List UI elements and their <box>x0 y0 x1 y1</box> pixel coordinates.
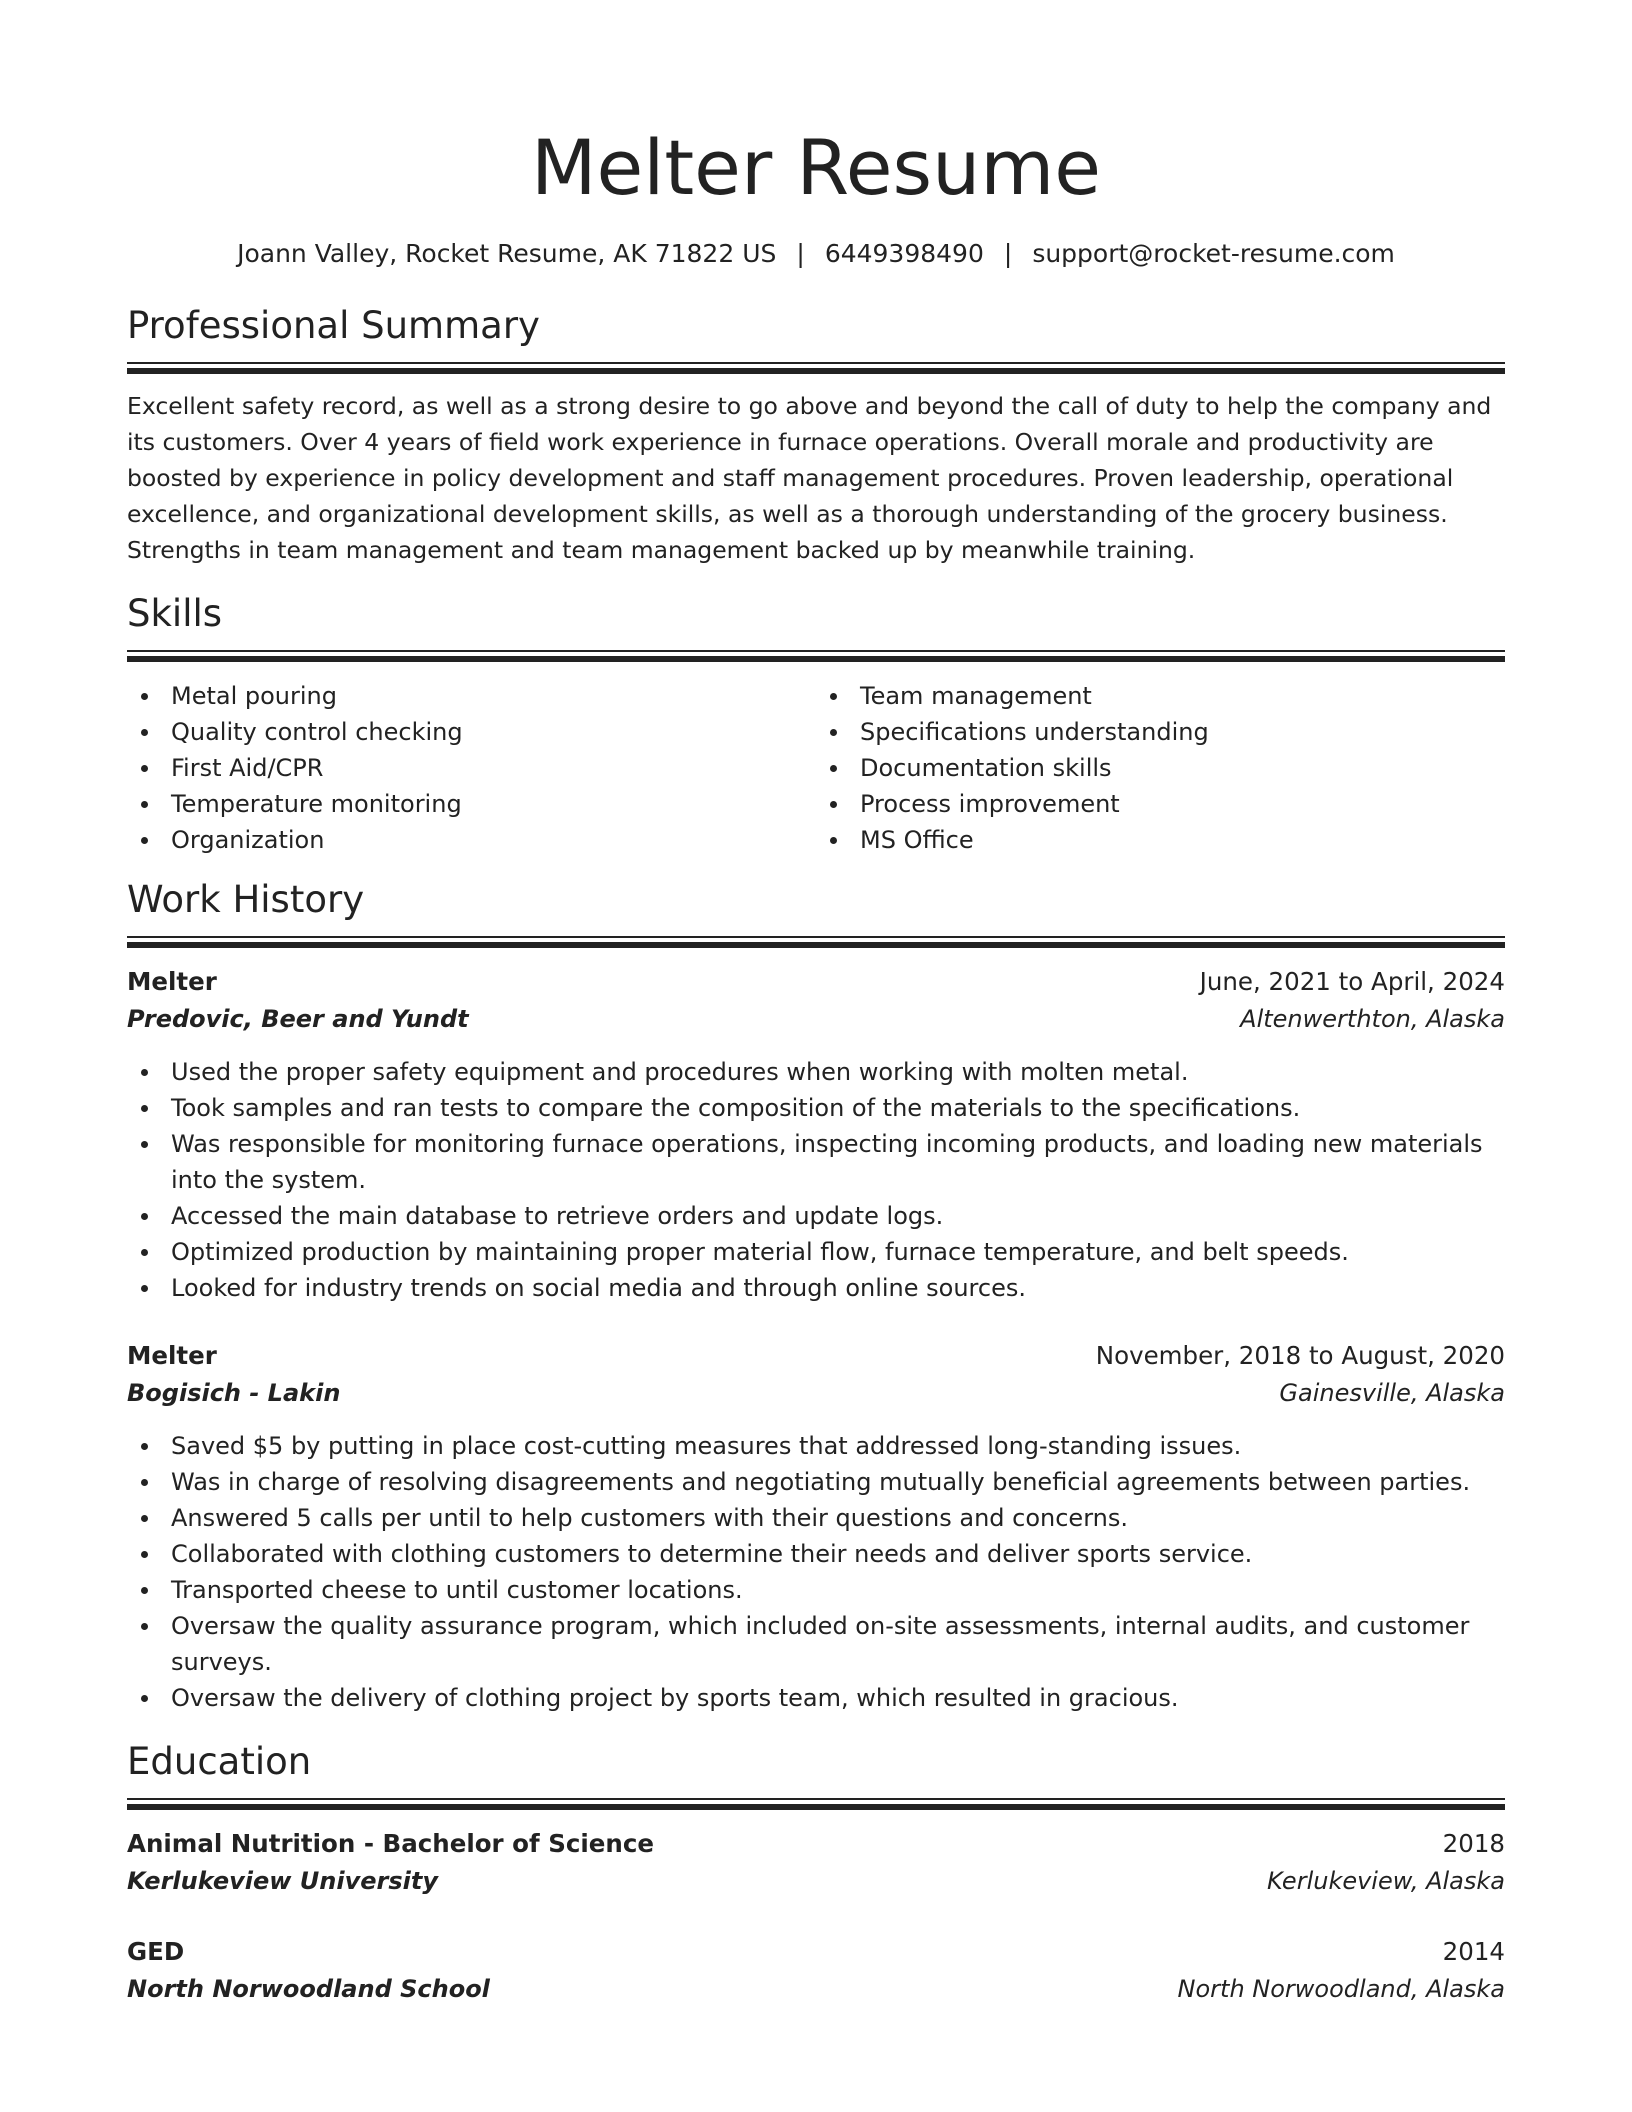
skill-item: MS Office <box>816 822 1505 858</box>
contact-phone: 6449398490 <box>824 239 984 268</box>
education-entry <box>127 1934 1505 2008</box>
work-section <box>127 876 1505 1716</box>
job-title: Melter <box>127 1341 217 1370</box>
skill-item: Process improvement <box>816 786 1505 822</box>
education-header-row <box>127 1934 1505 1970</box>
work-heading: Work History <box>127 878 365 921</box>
job-duty-item: Was in charge of resolving disagreements and negotiating mutually beneficial agreements between parties. <box>127 1464 1505 1500</box>
job-duties-list <box>127 1428 1505 1716</box>
education-year: 2014 <box>1442 1937 1505 1966</box>
job-duty-item: Collaborated with clothing customers to determine their needs and deliver sports service. <box>127 1536 1505 1572</box>
contact-address: Joann Valley, Rocket Resume, AK 71822 US <box>237 239 777 268</box>
summary-text: Excellent safety record, as well as a strong desire to go above and beyond the call of duty to help the company and its customers. Over 4 years of field work experience in furnace operations. Overall morale and productivity are boosted by experience in policy development and staff management procedures. Proven leadership, operational excellence, and organizational development skills, as well as a thorough understanding of the grocery business. Strengths in team management and team management backed up by meanwhile training. <box>127 392 1492 564</box>
skill-item: Team management <box>816 678 1505 714</box>
job-duty-item: Used the proper safety equipment and procedures when working with molten metal. <box>127 1054 1505 1090</box>
education-school-row <box>127 1862 1505 1900</box>
job-duty-item: Was responsible for monitoring furnace operations, inspecting incoming products, and loading new materials into the system. <box>127 1126 1505 1198</box>
job-duty-item: Transported cheese to until customer locations. <box>127 1572 1505 1608</box>
skill-item: Specifications understanding <box>816 714 1505 750</box>
resume-title: Melter Resume <box>530 123 1102 212</box>
summary-section <box>127 302 1505 568</box>
education-header-row <box>127 1826 1505 1862</box>
job-duty-item: Optimized production by maintaining proper material flow, furnace temperature, and belt speeds. <box>127 1234 1505 1270</box>
skill-item: Metal pouring <box>127 678 816 714</box>
education-school-row <box>127 1970 1505 2008</box>
section-divider <box>127 1798 1505 1810</box>
job-header-row <box>127 1338 1505 1374</box>
job-location: Altenwerthton, Alaska <box>1240 1005 1505 1033</box>
job-dates: November, 2018 to August, 2020 <box>1095 1341 1505 1370</box>
summary-heading: Professional Summary <box>127 304 540 347</box>
job-duty-item: Oversaw the delivery of clothing project by sports team, which resulted in gracious. <box>127 1680 1505 1716</box>
section-divider <box>127 362 1505 374</box>
job-employer: Bogisich - Lakin <box>127 1379 341 1407</box>
education-location: North Norwoodland, Alaska <box>1177 1975 1505 2003</box>
skill-item: Quality control checking <box>127 714 816 750</box>
job-employer-row <box>127 1000 1505 1038</box>
job-duty-item: Accessed the main database to retrieve orders and update logs. <box>127 1198 1505 1234</box>
education-degree: Animal Nutrition - Bachelor of Science <box>127 1829 654 1858</box>
job-duties-list <box>127 1054 1505 1306</box>
job-duty-item: Saved $5 by putting in place cost-cutting measures that addressed long-standing issues. <box>127 1428 1505 1464</box>
skills-section <box>127 590 1505 858</box>
education-year: 2018 <box>1442 1829 1505 1858</box>
job-dates: June, 2021 to April, 2024 <box>1199 967 1505 996</box>
education-section <box>127 1738 1505 2008</box>
contact-separator: | <box>796 239 805 268</box>
skill-item: Documentation skills <box>816 750 1505 786</box>
skills-heading: Skills <box>127 592 223 635</box>
job-entry <box>127 1338 1505 1716</box>
education-location: Kerlukeview, Alaska <box>1267 1867 1505 1895</box>
education-school: Kerlukeview University <box>127 1867 438 1895</box>
section-divider <box>127 936 1505 948</box>
contact-line <box>127 238 1505 270</box>
job-duty-item: Looked for industry trends on social media and through online sources. <box>127 1270 1505 1306</box>
education-heading: Education <box>127 1740 312 1783</box>
job-employer: Predovic, Beer and Yundt <box>127 1005 469 1033</box>
skills-columns <box>127 678 1505 858</box>
skills-right-column <box>816 678 1505 858</box>
skill-item: Organization <box>127 822 816 858</box>
job-duty-item: Took samples and ran tests to compare the composition of the materials to the specifications. <box>127 1090 1505 1126</box>
education-entry <box>127 1826 1505 1900</box>
education-school: North Norwoodland School <box>127 1975 490 2003</box>
education-degree: GED <box>127 1937 185 1966</box>
skill-item: First Aid/CPR <box>127 750 816 786</box>
job-duty-item: Oversaw the quality assurance program, which included on-site assessments, internal audits, and customer surveys. <box>127 1608 1505 1680</box>
job-title: Melter <box>127 967 217 996</box>
contact-email: support@rocket-resume.com <box>1032 239 1395 268</box>
job-location: Gainesville, Alaska <box>1279 1379 1505 1407</box>
job-header-row <box>127 964 1505 1000</box>
section-divider <box>127 650 1505 662</box>
job-duty-item: Answered 5 calls per until to help customers with their questions and concerns. <box>127 1500 1505 1536</box>
skills-left-column <box>127 678 816 858</box>
job-employer-row <box>127 1374 1505 1412</box>
job-entry <box>127 964 1505 1306</box>
skill-item: Temperature monitoring <box>127 786 816 822</box>
contact-separator: | <box>1003 239 1013 268</box>
